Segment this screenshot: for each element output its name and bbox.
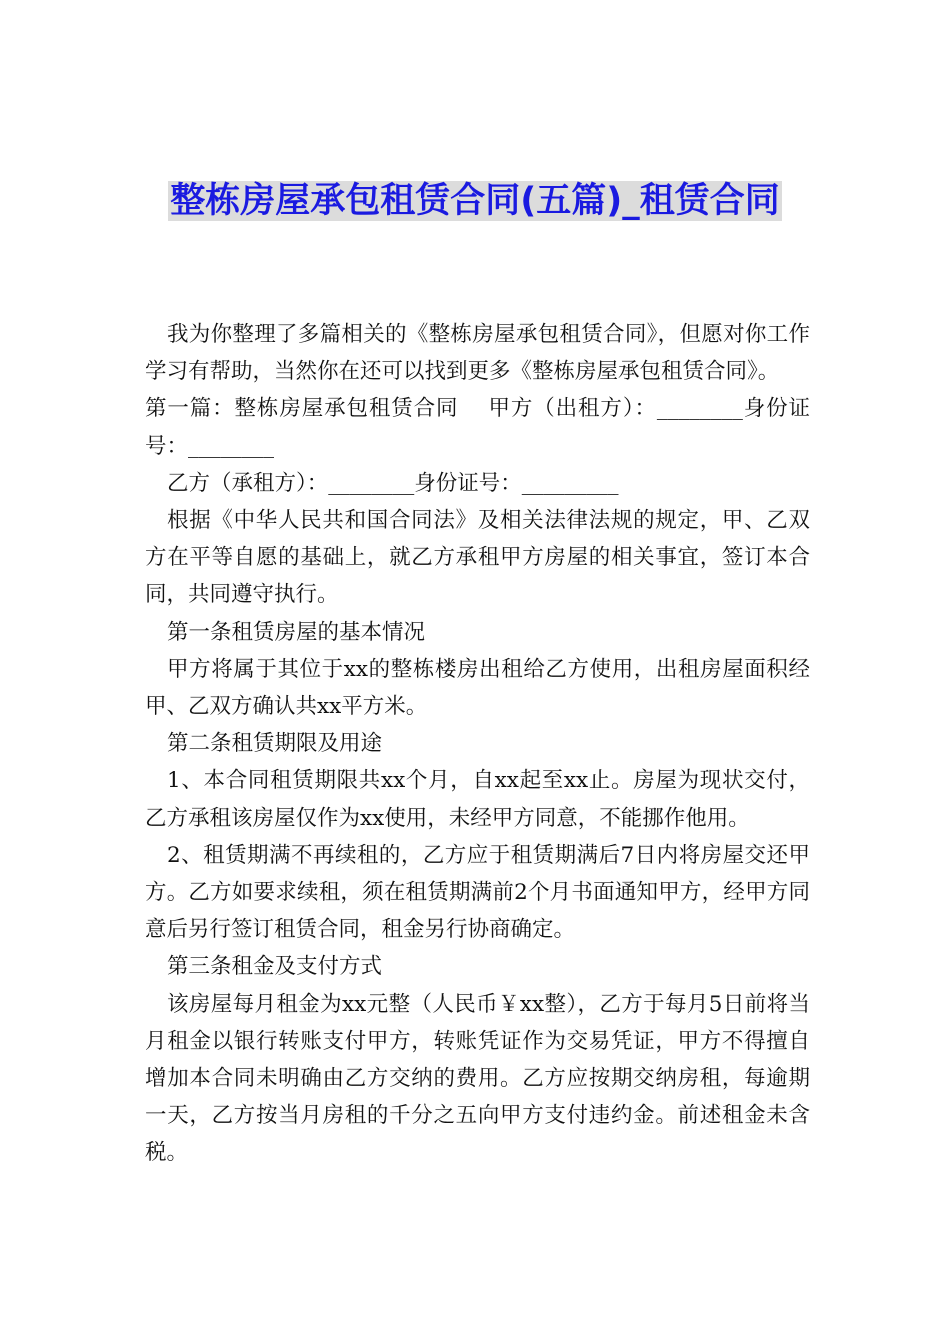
chapter-heading-paragraph: 第一篇：整栋房屋承包租赁合同 甲方（出租方）：________身份证号：________ (145, 396, 810, 459)
article-2-heading: 第二条租赁期限及用途 (167, 731, 383, 757)
article-2-item-2: 2、租赁期满不再续租的，乙方应于租赁期满后7日内将房屋交还甲方。乙方如要求续租，须在租赁期满前2个月书面通知甲方，经甲方同意后另行签订租赁合同，租金另行协商确定。 (145, 842, 810, 943)
document-title (140, 176, 810, 226)
article-3-heading: 第三条租金及支付方式 (167, 954, 383, 980)
intro-paragraph: 我为你整理了多篇相关的《整栋房屋承包租赁合同》，但愿对你工作学习有帮助，当然你在还可以找到更多《整栋房屋承包租赁合同》。 (145, 322, 810, 385)
article-3-paragraph: 该房屋每月租金为xx元整（人民币￥xx整），乙方于每月5日前将当月租金以银行转账支付甲方，转账凭证作为交易凭证，甲方不得擅自增加本合同未明确由乙方交纳的费用。乙方应按期交纳房租，每逾期一天，乙方按当月房租的千分之五向甲方支付违约金。前述租金未含税。 (145, 991, 810, 1166)
article-2-item-1: 1、本合同租赁期限共xx个月，自xx起至xx止。房屋为现状交付，乙方承租该房屋仅作为xx使用，未经甲方同意，不能挪作他用。 (145, 768, 810, 831)
document-body (145, 316, 810, 1172)
article-1-heading: 第一条租赁房屋的基本情况 (167, 619, 426, 645)
preamble-paragraph: 根据《中华人民共和国合同法》及相关法律法规的规定，甲、乙双方在平等自愿的基础上，就乙方承租甲方房屋的相关事宜，签订本合同，共同遵守执行。 (145, 508, 810, 608)
article-1-paragraph: 甲方将属于其位于xx的整栋楼房出租给乙方使用，出租房屋面积经甲、乙双方确认共xx平方米。 (145, 656, 810, 720)
title-text: 整栋房屋承包租赁合同(五篇)_租赁合同 (170, 181, 780, 221)
lessee-line: 乙方（承租方）：________身份证号：_________ (167, 470, 619, 496)
